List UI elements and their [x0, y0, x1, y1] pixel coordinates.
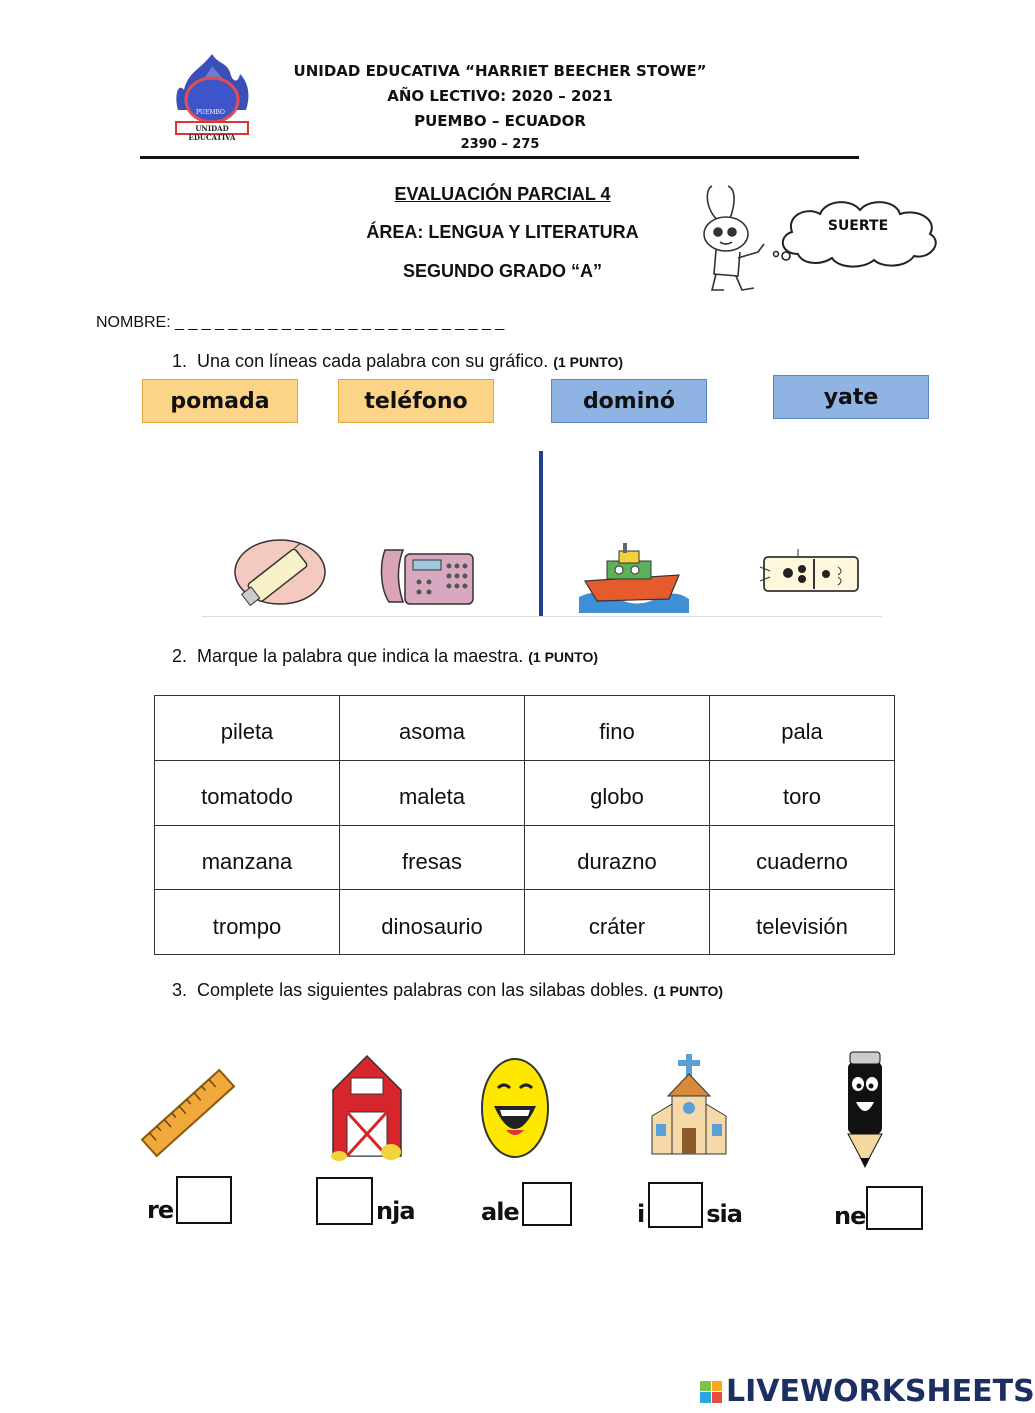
school-phone: 2390 – 275	[460, 137, 540, 152]
suerte-cloud	[770, 196, 946, 272]
q3-item-1-before: re	[147, 1196, 174, 1224]
q1-text: Una con líneas cada palabra con su gráfico.	[197, 351, 549, 371]
q3-item-5-before: ne	[834, 1202, 866, 1230]
table-row	[155, 890, 895, 955]
q3-item-3-before: ale	[481, 1198, 519, 1226]
table-row	[155, 825, 895, 890]
word-cell[interactable]: manzana	[155, 825, 340, 890]
word-cell[interactable]: globo	[525, 760, 710, 825]
toothpaste-tube-icon[interactable]	[232, 534, 328, 608]
logo-text: UNIDAD EDUCATIVA	[188, 124, 236, 142]
q1-points: (1 PUNTO)	[553, 354, 624, 370]
word-cell[interactable]: televisión	[710, 890, 895, 955]
telephone-icon[interactable]	[375, 540, 477, 610]
q3-number: 3.	[172, 980, 188, 1000]
logo-subtext: PUEMBO	[196, 109, 225, 116]
q3-item-5	[834, 1186, 923, 1230]
q2-number: 2.	[172, 646, 188, 666]
syllable-input-5[interactable]	[866, 1186, 923, 1230]
liveworksheets-mark-icon	[700, 1381, 722, 1403]
smiley-icon	[480, 1056, 550, 1160]
name-label: NOMBRE:	[96, 314, 171, 331]
word-cell[interactable]: trompo	[155, 890, 340, 955]
question-1	[172, 351, 623, 372]
q3-item-4-before: i	[637, 1200, 645, 1228]
q2-points: (1 PUNTO)	[528, 649, 598, 665]
word-card-pomada[interactable]: pomada	[142, 379, 298, 423]
q3-text: Complete las siguientes palabras con las silabas dobles.	[197, 980, 649, 1000]
word-cell[interactable]: durazno	[525, 825, 710, 890]
q3-item-2	[316, 1177, 415, 1225]
syllable-input-2[interactable]	[316, 1177, 373, 1225]
table-row	[155, 696, 895, 761]
word-cell[interactable]: dinosaurio	[340, 890, 525, 955]
word-cell[interactable]: toro	[710, 760, 895, 825]
q3-points: (1 PUNTO)	[653, 983, 724, 999]
exam-area: ÁREA: LENGUA Y LITERATURA	[366, 222, 639, 242]
exam-grade: SEGUNDO GRADO “A”	[402, 261, 602, 281]
word-cell[interactable]: asoma	[340, 696, 525, 761]
word-card-telefono[interactable]: teléfono	[338, 379, 494, 423]
q2-text: Marque la palabra que indica la maestra.	[197, 646, 524, 666]
word-cell[interactable]: cráter	[525, 890, 710, 955]
church-icon	[650, 1052, 728, 1160]
word-cell[interactable]: pala	[710, 696, 895, 761]
syllable-input-1[interactable]	[176, 1176, 232, 1224]
syllable-input-3[interactable]	[522, 1182, 572, 1226]
pencil-icon	[842, 1050, 888, 1170]
header-divider	[140, 156, 859, 159]
word-cell[interactable]: cuaderno	[710, 825, 895, 890]
domino-icon[interactable]	[758, 547, 862, 603]
boat-icon[interactable]	[579, 541, 689, 613]
exam-title: EVALUACIÓN PARCIAL 4	[394, 184, 611, 204]
q3-item-1	[147, 1176, 232, 1224]
q1-baseline	[202, 616, 882, 617]
cloud-text: SUERTE	[827, 218, 889, 234]
word-cell[interactable]: tomatodo	[155, 760, 340, 825]
question-2	[172, 646, 598, 667]
q3-item-3	[481, 1182, 572, 1226]
word-card-yate[interactable]: yate	[773, 375, 929, 419]
liveworksheets-logo	[700, 1374, 1035, 1409]
barn-icon	[329, 1052, 405, 1164]
q3-item-4	[637, 1182, 742, 1228]
word-cell[interactable]: fino	[525, 696, 710, 761]
word-cell[interactable]: pileta	[155, 696, 340, 761]
liveworksheets-brand: LIVEWORKSHEETS	[726, 1374, 1035, 1409]
word-cell[interactable]: fresas	[340, 825, 525, 890]
q3-item-4-after: sia	[706, 1200, 742, 1228]
school-name: UNIDAD EDUCATIVA “HARRIET BEECHER STOWE”	[293, 62, 707, 80]
school-year: AÑO LECTIVO: 2020 – 2021	[387, 87, 613, 105]
q1-number: 1.	[172, 351, 188, 371]
name-blank: _ _ _ _ _ _ _ _ _ _ _ _ _ _ _ _ _ _ _ _ _ _ _ _ _	[170, 314, 505, 331]
table-row	[155, 760, 895, 825]
bunny-illustration	[698, 182, 778, 294]
word-table	[154, 695, 895, 955]
q3-item-2-after: nja	[376, 1197, 415, 1225]
question-3	[172, 980, 723, 1001]
syllable-input-4[interactable]	[648, 1182, 703, 1228]
student-name-line[interactable]	[96, 314, 504, 332]
q1-divider	[539, 451, 543, 617]
ruler-icon	[142, 1060, 234, 1166]
word-cell[interactable]: maleta	[340, 760, 525, 825]
word-card-domino[interactable]: dominó	[551, 379, 707, 423]
school-location: PUEMBO – ECUADOR	[414, 112, 586, 130]
